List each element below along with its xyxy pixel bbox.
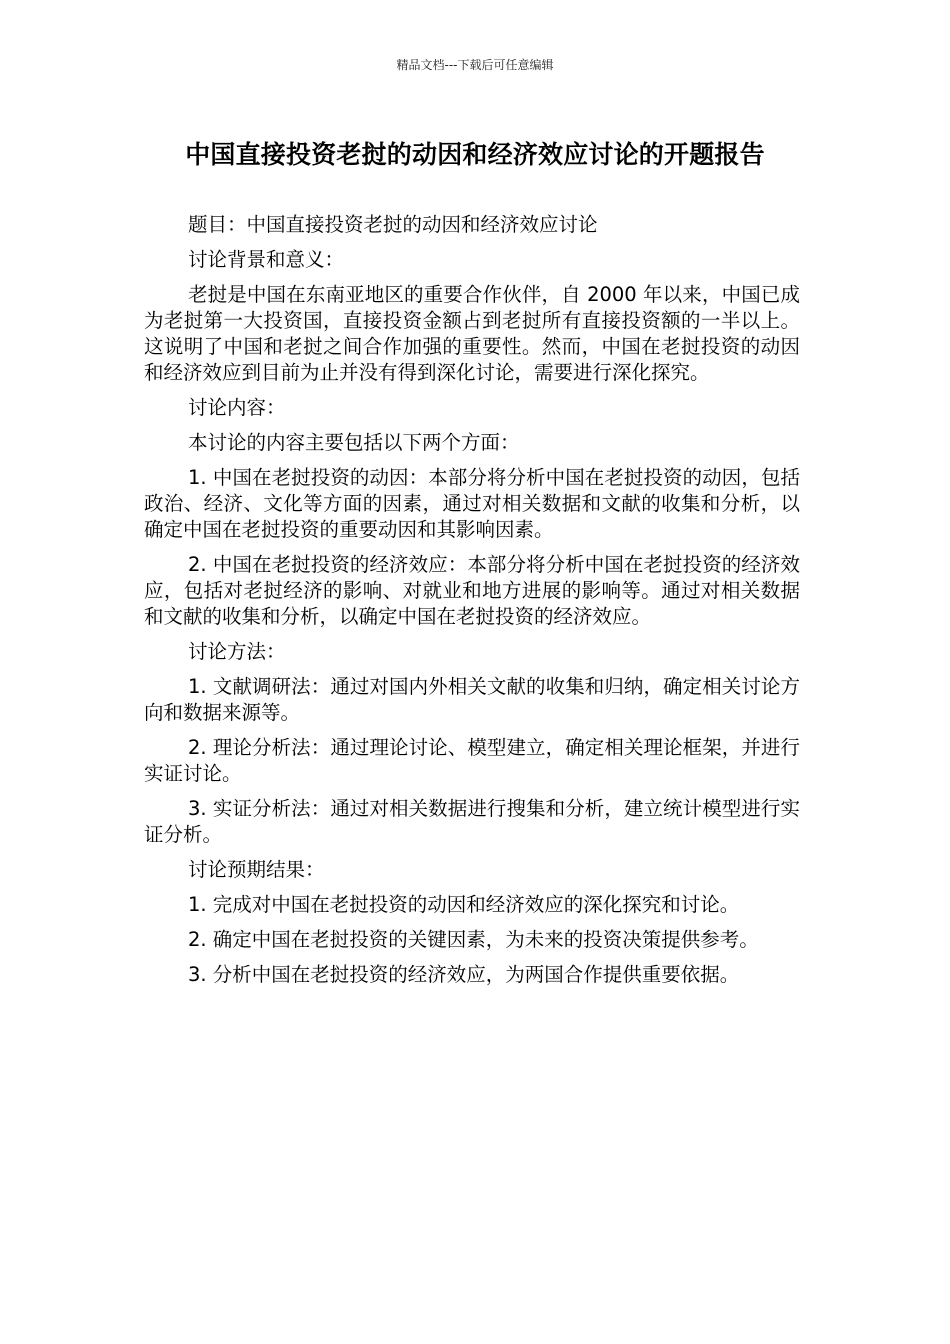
document-body [144,212,800,997]
section-heading-content: 讨论内容： [188,396,286,419]
section-heading-method: 讨论方法： [188,640,286,663]
content-item-2: 2. 中国在老挝投资的经济效应：本部分将分析中国在老挝投资的经济效应，包括对老挝经济的影响、对就业和地方进展的影响等。通过对相关数据和文献的收集和分析，以确定中国在老挝投资的经济效应。 [144,553,800,628]
result-item-2: 2. 确定中国在老挝投资的关键因素，为未来的投资决策提供参考。 [188,928,759,951]
method-item-3: 3. 实证分析法：通过对相关数据进行搜集和分析，建立统计模型进行实证分析。 [144,797,800,846]
background-paragraph: 老挝是中国在东南亚地区的重要合作伙伴，自 2000 年以来，中国已成为老挝第一大投资国，直接投资金额占到老挝所有直接投资额的一半以上。这说明了中国和老挝之间合作加强的重要性。然而，中国在老挝投资的动因和经济效应到目前为止并没有得到深化讨论，需要进行深化探究。 [144,283,800,384]
content-intro: 本讨论的内容主要包括以下两个方面： [188,431,520,454]
header-note: 精品文档---下载后可任意编辑 [396,58,554,72]
section-heading-background: 讨论背景和意义： [188,248,345,271]
result-item-1: 1. 完成对中国在老挝投资的动因和经济效应的深化探究和讨论。 [188,893,740,916]
document-title: 中国直接投资老挝的动因和经济效应讨论的开题报告 [185,140,765,169]
topic-line: 题目：中国直接投资老挝的动因和经济效应讨论 [188,213,598,236]
method-item-2: 2. 理论分析法：通过理论讨论、模型建立，确定相关理论框架，并进行实证讨论。 [144,736,800,785]
method-item-1: 1. 文献调研法：通过对国内外相关文献的收集和归纳，确定相关讨论方向和数据来源等。 [144,675,800,724]
result-item-3: 3. 分析中国在老挝投资的经济效应，为两国合作提供重要依据。 [188,963,740,986]
content-item-1: 1. 中国在老挝投资的动因：本部分将分析中国在老挝投资的动因，包括政治、经济、文化等方面的因素，通过对相关数据和文献的收集和分析，以确定中国在老挝投资的重要动因和其影响因素。 [144,466,800,541]
section-heading-results: 讨论预期结果： [188,858,325,881]
